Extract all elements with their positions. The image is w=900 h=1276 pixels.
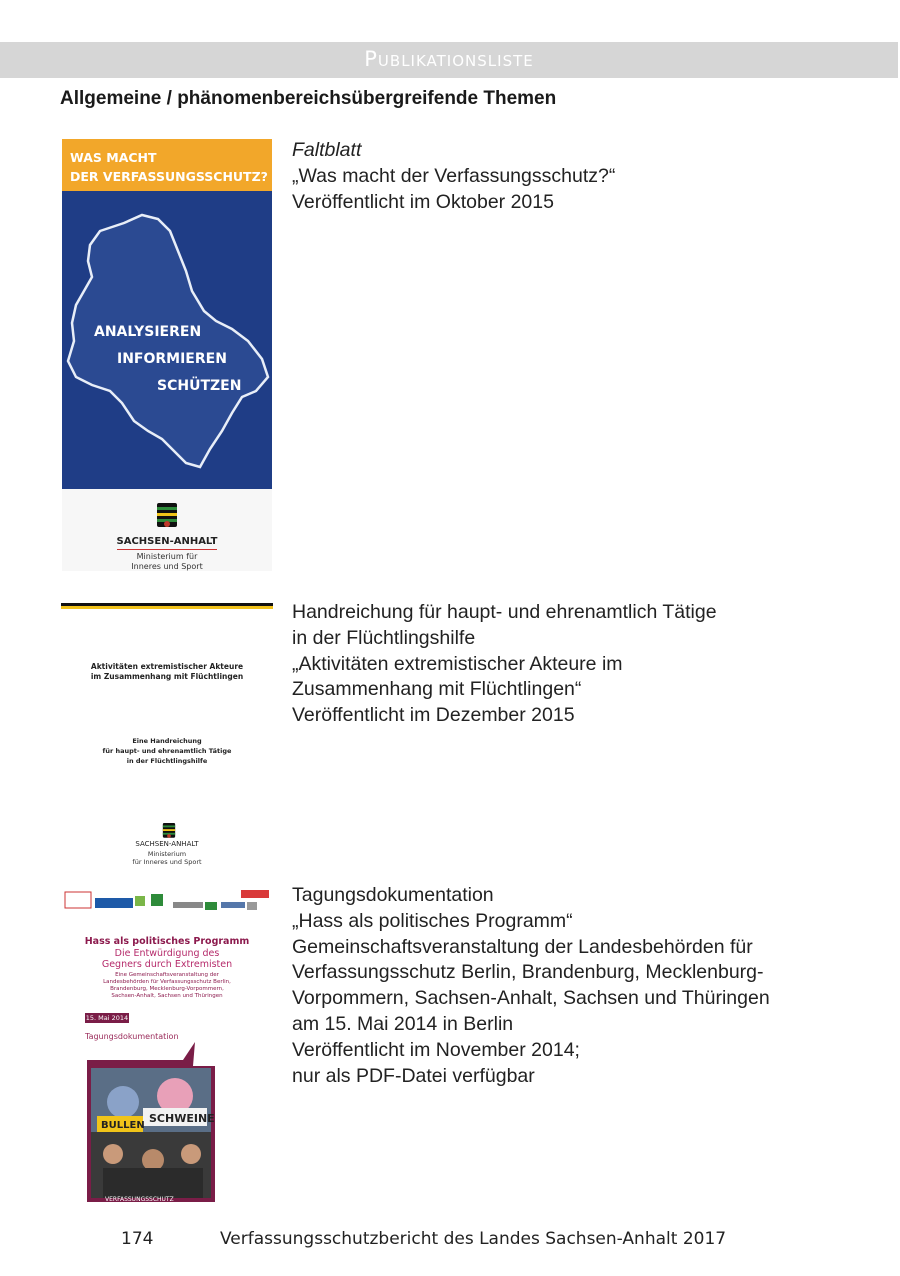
cover-handreichung: [61, 600, 273, 868]
cover-subtitle-line: Die Entwürdigung des: [114, 948, 220, 959]
section-heading: Allgemeine / phänomenbereichsübergreifende Themen: [60, 88, 557, 109]
entry-line: Zusammenhang mit Flüchtlingen“: [292, 678, 582, 701]
entry-line: Vorpommern, Sachsen-Anhalt, Sachsen und Thüringen: [292, 987, 770, 1010]
coat-of-arms-icon: [162, 823, 176, 839]
page-number: 174: [121, 1229, 154, 1249]
entry-line: „Hass als politisches Programm“: [292, 909, 573, 932]
cover-subtitle-line: Gegners durch Extremisten: [101, 959, 233, 970]
svg-text:BULLEN: BULLEN: [101, 1120, 145, 1131]
entry-line: Handreichung für haupt- und ehrenamtlich Tätige: [292, 601, 717, 623]
entry-description: [292, 138, 882, 215]
ministry-line: für Inneres und Sport: [132, 858, 202, 866]
coat-of-arms-icon: [156, 503, 178, 529]
entry-line: nur als PDF-Datei verfügbar: [292, 1064, 535, 1087]
cover-desc-line: Landesbehörden für Verfassungsschutz Berlin,: [103, 979, 231, 985]
entry-line: Tagungsdokumentation: [292, 884, 494, 906]
cover-desc-line: Brandenburg, Mecklenburg-Vorpommern,: [110, 986, 224, 992]
entry-line: „Was macht der Verfassungsschutz?“: [292, 164, 616, 187]
entry-line: Veröffentlicht im Oktober 2015: [292, 190, 554, 213]
entry-line: in der Flüchtlingshilfe: [292, 626, 476, 649]
cover-stripe: [61, 606, 273, 609]
entry-description: [292, 883, 882, 1089]
footer-title: Verfassungsschutzbericht des Landes Sachsen-Anhalt 2017: [220, 1229, 727, 1249]
cover-top-line: DER VERFASSUNGSSCHUTZ?: [70, 169, 268, 184]
cover-faltblatt: [62, 139, 272, 571]
cover-desc-line: Eine Gemeinschaftsveranstaltung der: [115, 972, 219, 978]
cover-title-line: im Zusammenhang mit Flüchtlingen: [90, 672, 244, 681]
entry-line: Veröffentlicht im November 2014;: [292, 1038, 580, 1061]
entry-line: am 15. Mai 2014 in Berlin: [292, 1012, 514, 1035]
cover-doc-label: Tagungsdokumentation: [85, 1032, 179, 1041]
cover-description: [61, 972, 273, 1000]
cover-subtitle: [61, 948, 273, 970]
page-header-title: Publikationsliste: [364, 47, 534, 71]
ministry-line: Inneres und Sport: [131, 561, 203, 571]
cover-photo-label: VERFASSUNGSSCHUTZ: [105, 1196, 174, 1203]
cover-title-line: Aktivitäten extremistischer Akteure: [90, 662, 244, 671]
cover-date-badge: 15. Mai 2014: [85, 1014, 129, 1022]
ministry-line: Ministerium für: [136, 552, 198, 561]
entry-line: Veröffentlicht im Dezember 2015: [292, 704, 575, 727]
cover-word: INFORMIEREN: [117, 351, 227, 367]
cover-state-name: SACHSEN-ANHALT: [116, 536, 218, 547]
cover-word: ANALYSIEREN: [94, 324, 202, 340]
cover-top-line: WAS MACHT: [70, 150, 157, 165]
cover-state-name: SACHSEN-ANHALT: [135, 840, 199, 848]
partner-logos-icon: [61, 886, 273, 916]
cover-word: SCHÜTZEN: [157, 378, 242, 394]
cover-subtitle: [61, 736, 273, 766]
state-map-icon: [62, 191, 272, 489]
entry-line: Verfassungsschutz Berlin, Brandenburg, Mecklenburg-: [292, 961, 764, 984]
cover-subtitle-line: in der Flüchtlingshilfe: [126, 757, 208, 765]
cover-title: [61, 662, 273, 682]
svg-text:SCHWEINE: SCHWEINE: [149, 1112, 215, 1125]
entry-line: „Aktivitäten extremistischer Akteure im: [292, 652, 623, 675]
entry-line: Gemeinschaftsveranstaltung der Landesbehörden für: [292, 935, 753, 958]
protest-photo-icon: [83, 1042, 217, 1204]
cover-ministry: [62, 552, 272, 571]
ministry-line: Ministerium: [147, 850, 187, 858]
cover-subtitle-line: Eine Handreichung: [132, 737, 202, 745]
cover-subtitle-line: für haupt- und ehrenamtlich Tätige: [102, 747, 232, 755]
cover-title: Hass als politisches Programm: [84, 936, 250, 947]
cover-top-banner: [62, 139, 272, 191]
cover-tagungsdokumentation: [61, 882, 273, 1208]
cover-ministry: [61, 850, 273, 866]
divider: [117, 549, 217, 550]
cover-desc-line: Sachsen-Anhalt, Sachsen und Thüringen: [111, 993, 223, 999]
entry-line: Faltblatt: [292, 139, 362, 161]
entry-description: [292, 600, 882, 729]
